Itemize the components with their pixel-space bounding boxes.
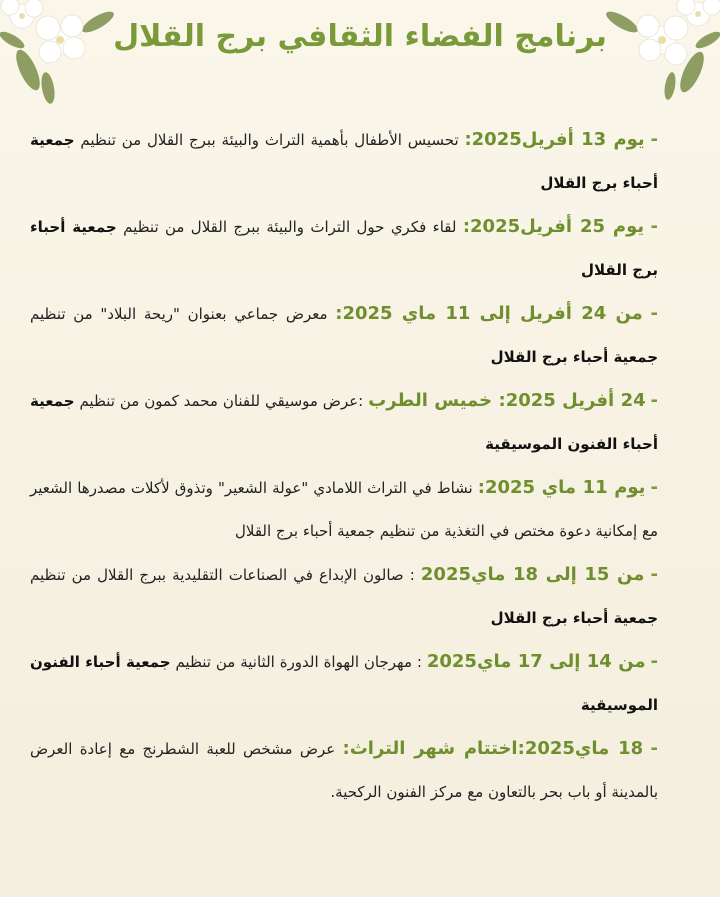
- item-date: من 14 إلى 17 ماي2025: [426, 651, 646, 672]
- item-text: تحسيس الأطفال بأهمية التراث والبيئة ببرج القلال من تنظيم: [74, 131, 465, 149]
- item-date: يوم 25 أفريل2025:: [462, 216, 645, 237]
- item-dash: -: [650, 129, 658, 150]
- item-organizer: جمعية أحباء برج القلال: [30, 218, 658, 279]
- program-item: [30, 553, 658, 640]
- item-date: يوم 11 ماي 2025:: [477, 477, 646, 498]
- item-organizer: جمعية أحباء برج القلال: [30, 131, 658, 192]
- item-text: معرض جماعي بعنوان "ريحة البلاد" من تنظيم: [30, 305, 336, 323]
- item-text: : صالون الإبداع في الصناعات التقليدية ببرج القلال من تنظيم: [30, 566, 421, 584]
- program-item: [30, 727, 658, 814]
- item-dash: -: [650, 477, 658, 498]
- flower-decoration-right-icon: [600, 0, 720, 110]
- item-date: 24 أفريل 2025: خميس الطرب: [368, 390, 646, 411]
- item-date: من 15 إلى 18 ماي2025: [420, 564, 645, 585]
- item-organizer: جمعية أحباء الفنون الموسيقية: [30, 653, 658, 714]
- item-text: :عرض موسيقي للفنان محمد كمون من تنظيم: [74, 392, 369, 410]
- flower-decoration-left-icon: [0, 0, 120, 110]
- program-item: [30, 379, 658, 466]
- item-dash: -: [650, 390, 659, 411]
- item-date: 18 ماي2025:اختتام شهر التراث:: [342, 738, 644, 759]
- item-dash: -: [650, 738, 658, 759]
- page-title: برنامج الفضاء الثقافي برج القلال: [113, 19, 607, 54]
- item-dash: -: [650, 651, 658, 672]
- item-organizer: جمعية أحباء برج القلال: [490, 609, 658, 627]
- item-text: لقاء فكري حول التراث والبيئة ببرج القلال من تنظيم: [116, 218, 463, 236]
- program-item: [30, 466, 658, 553]
- item-text: عرض مشخص للعبة الشطرنج مع إعادة العرض بالمدينة أو باب بحر بالتعاون مع مركز الفنون الركحية.: [30, 740, 658, 801]
- program-item: [30, 205, 658, 292]
- program-list: [30, 118, 658, 814]
- program-item: [30, 292, 658, 379]
- item-organizer: جمعية أحباء برج القلال: [490, 348, 658, 366]
- program-item: [30, 118, 658, 205]
- item-dash: -: [650, 303, 658, 324]
- program-item: [30, 640, 658, 727]
- item-text: : مهرجان الهواة الدورة الثانية من تنظيم: [170, 653, 427, 671]
- item-date: يوم 13 أفريل2025:: [464, 129, 645, 150]
- item-organizer: جمعية أحباء الفنون الموسيقية: [30, 392, 658, 453]
- item-text: نشاط في التراث اللامادي "عولة الشعير" وتذوق لأكلات مصدرها الشعير مع إمكانية دعوة مختص في التغذية من تنظيم جمعية أحباء برج القلال: [30, 479, 658, 540]
- item-dash: -: [650, 564, 658, 585]
- item-dash: -: [650, 216, 658, 237]
- item-date: من 24 أفريل إلى 11 ماي 2025:: [335, 303, 643, 324]
